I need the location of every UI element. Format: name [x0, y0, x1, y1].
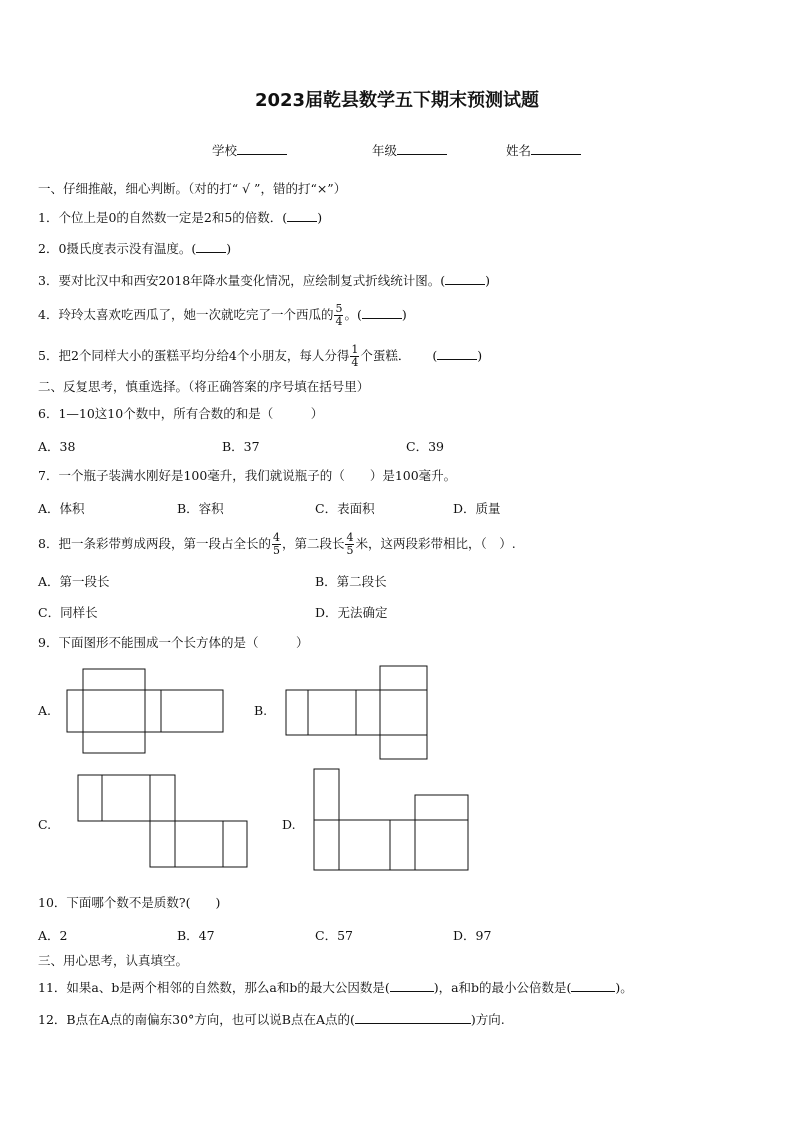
fraction-denominator: 5 [346, 544, 354, 557]
q10-option-d[interactable]: D．97 [453, 928, 492, 943]
question-4-text: 4．玲玲太喜欢吃西瓜了，她一次就吃完了一个西瓜的 [38, 307, 334, 322]
name-field [506, 141, 581, 159]
question-11 [38, 978, 633, 996]
net-figure-b [285, 665, 431, 761]
q10-option-b[interactable]: B．47 [177, 928, 215, 943]
q10-option-c[interactable]: C．57 [315, 928, 353, 943]
answer-blank-5[interactable] [437, 346, 477, 360]
question-7: 7．一个瓶子装满水刚好是100毫升，我们就说瓶子的（ ）是100毫升。 [38, 468, 457, 483]
fraction-numerator: 5 [335, 302, 343, 315]
question-8-text: 8．把一条彩带剪成两段，第一段占全长的 [38, 536, 271, 551]
question-5 [38, 340, 482, 372]
question-8 [38, 527, 516, 561]
question-5-mid: 个蛋糕． [360, 348, 411, 363]
name-label: 姓名 [506, 143, 532, 158]
answer-blank-3[interactable] [445, 271, 485, 285]
q10-option-a[interactable]: A．2 [38, 928, 68, 943]
q8-option-c[interactable]: C．同样长 [38, 605, 98, 620]
fraction-denominator: 4 [335, 315, 343, 328]
fraction-numerator: 4 [346, 531, 354, 544]
answer-blank-2[interactable] [196, 239, 226, 253]
question-5-close: ) [477, 348, 483, 363]
q8-option-a[interactable]: A．第一段长 [38, 574, 110, 589]
question-4-close: ) [401, 307, 407, 322]
question-12-close: )方向. [470, 1012, 505, 1027]
school-blank[interactable] [237, 141, 287, 155]
fraction-4-5-b [345, 532, 354, 557]
section2-heading: 二、反复思考，慎重选择。（将正确答案的序号填在括号里） [38, 379, 370, 394]
figure-label-a[interactable]: A. [38, 703, 52, 718]
question-12-text: 12．B点在A点的南偏东30°方向，也可以说B点在A点的( [38, 1012, 355, 1027]
question-9: 9．下面图形不能围成一个长方体的是（ ） [38, 635, 309, 650]
answer-blank-12[interactable] [355, 1010, 471, 1024]
question-10: 10．下面哪个数不是质数?( ) [38, 895, 221, 910]
q6-option-b[interactable]: B．37 [222, 439, 260, 454]
fraction-numerator: 4 [272, 531, 280, 544]
q7-option-d[interactable]: D．质量 [453, 501, 501, 516]
question-8-end: 米，这两段彩带相比，（ ）. [355, 536, 516, 551]
answer-blank-1[interactable] [287, 208, 317, 222]
name-blank[interactable] [531, 141, 581, 155]
question-4 [38, 297, 407, 333]
question-2-close: ) [226, 241, 232, 256]
answer-blank-11a[interactable] [390, 978, 434, 992]
question-3-text: 3．要对比汉中和西安2018年降水量变化情况，应绘制复式折线统计图。( [38, 273, 446, 288]
question-2 [38, 239, 231, 257]
grade-label: 年级 [372, 143, 398, 158]
q6-option-c[interactable]: C．39 [406, 439, 444, 454]
answer-blank-11b[interactable] [571, 978, 615, 992]
question-11-close: )。 [615, 980, 633, 995]
question-11-mid: )，a和b的最小公倍数是( [433, 980, 572, 995]
answer-blank-4[interactable] [362, 305, 402, 319]
fraction-1-4 [350, 344, 359, 369]
question-11-text: 11．如果a、b是两个相邻的自然数，那么a和b的最大公因数是( [38, 980, 390, 995]
question-5-open: ( [432, 348, 438, 363]
net-figure-c [77, 774, 251, 870]
question-1-close: ) [317, 210, 323, 225]
q7-option-b[interactable]: B．容积 [177, 501, 224, 516]
figure-label-c[interactable]: C. [38, 817, 52, 832]
question-5-text: 5．把2个同样大小的蛋糕平均分给4个小朋友，每人分得 [38, 348, 350, 363]
q8-option-b[interactable]: B．第二段长 [315, 574, 387, 589]
q8-option-d[interactable]: D．无法确定 [315, 605, 388, 620]
page-title: 2023届乾县数学五下期末预测试题 [254, 90, 540, 111]
school-field [212, 141, 287, 159]
figure-label-b[interactable]: B. [254, 703, 268, 718]
question-12 [38, 1010, 505, 1028]
grade-blank[interactable] [397, 141, 447, 155]
figure-label-d[interactable]: D. [282, 817, 296, 832]
fraction-5-4 [334, 303, 343, 328]
grade-field [372, 141, 447, 159]
question-8-mid: ，第二段长 [281, 536, 345, 551]
net-figure-d [313, 768, 473, 872]
question-3-close: ) [485, 273, 491, 288]
q7-option-c[interactable]: C．表面积 [315, 501, 375, 516]
school-label: 学校 [212, 143, 238, 158]
question-1-text: 1．个位上是0的自然数一定是2和5的倍数．( [38, 210, 288, 225]
q7-option-a[interactable]: A．体积 [38, 501, 85, 516]
fraction-denominator: 5 [272, 544, 280, 557]
net-figure-a [66, 668, 226, 756]
fraction-denominator: 4 [351, 356, 359, 369]
question-6: 6．1—10这10个数中，所有合数的和是（ ） [38, 406, 324, 421]
question-1 [38, 208, 322, 226]
question-4-mid: 。( [344, 307, 362, 322]
question-3 [38, 271, 490, 289]
section1-heading: 一、仔细推敲，细心判断。（对的打“ √ ”，错的打“×”） [38, 181, 347, 196]
fraction-4-5-a [272, 532, 281, 557]
fraction-numerator: 1 [351, 343, 359, 356]
section3-heading: 三、用心思考，认真填空。 [38, 953, 189, 968]
question-2-text: 2．0摄氏度表示没有温度。( [38, 241, 197, 256]
q6-option-a[interactable]: A．38 [38, 439, 76, 454]
